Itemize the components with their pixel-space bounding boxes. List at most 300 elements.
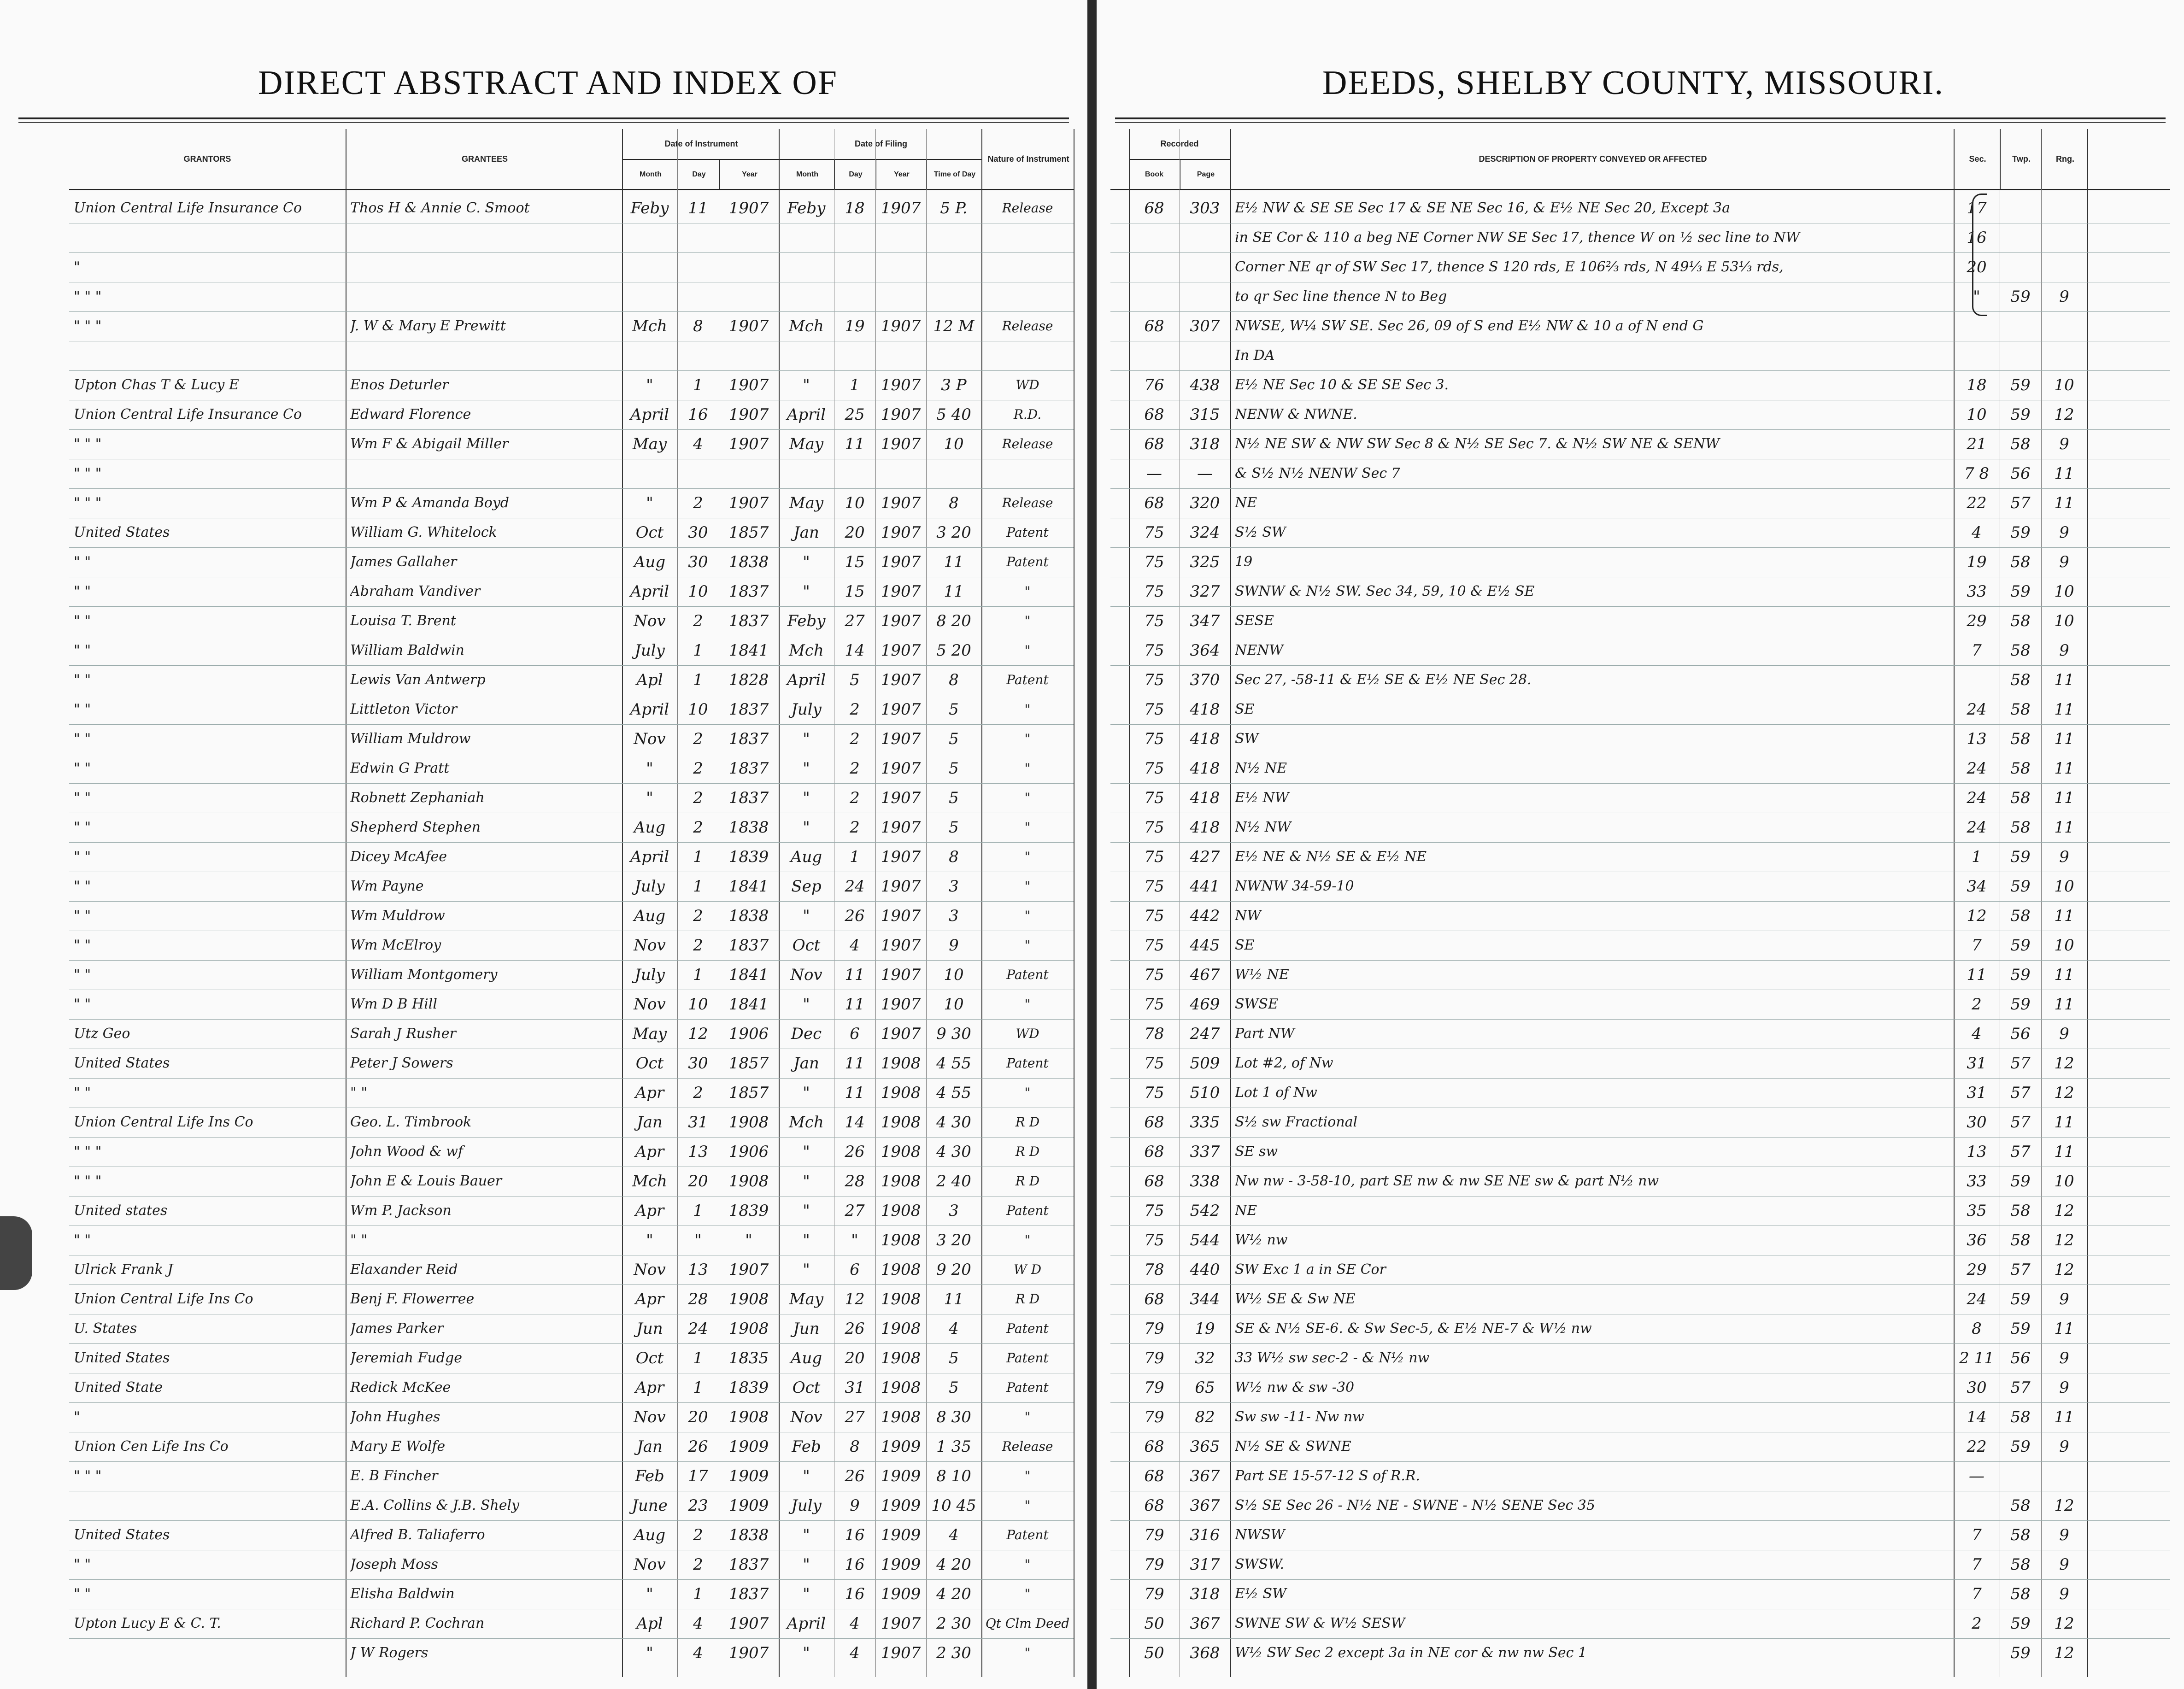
ledger-row [69, 1343, 1074, 1373]
grantee-cell: Wm P. Jackson [350, 1202, 452, 1219]
description-cell: W½ nw [1235, 1232, 1288, 1248]
grantee-cell: Wm D B Hill [350, 996, 437, 1012]
sec-cell: 2 11 [1959, 1349, 1994, 1367]
filing-day-cell [836, 341, 873, 370]
page-cell: 82 [1195, 1408, 1215, 1426]
description-cell: Nw nw - 3-58-10, part SE nw & nw SE NE sw & part N½ nw [1235, 1173, 1659, 1189]
header-grantees: GRANTEES [346, 129, 623, 189]
time-of-day-cell: 11 [944, 582, 964, 601]
description-cell: NENW [1235, 642, 1284, 658]
filing-year-cell: 1908 [881, 1378, 921, 1397]
ledger-row [1110, 429, 2170, 459]
rng-cell: 9 [2059, 1290, 2069, 1308]
instrument-year-cell [721, 341, 776, 370]
time-of-day-cell: 8 [949, 848, 959, 866]
book-cell: 75 [1144, 966, 1164, 984]
sec-cell: 7 [1972, 1585, 1982, 1603]
description-cell: Part NW [1235, 1026, 1295, 1042]
time-of-day-cell: 5 20 [936, 641, 971, 660]
description-cell: in SE Cor & 110 a beg NE Corner NW SE Sec 17, thence W on ½ sec line to NW [1235, 229, 1800, 246]
instrument-month-cell: Aug [634, 553, 666, 571]
book-cell: 76 [1144, 376, 1164, 394]
twp-cell: 59 [2010, 405, 2031, 424]
filing-month-cell: Mch [789, 1113, 824, 1132]
nature-cell: " [1024, 820, 1031, 835]
grantee-cell: E. B Fincher [350, 1468, 438, 1484]
filing-month-cell: " [803, 730, 810, 748]
grantee-cell: Elaxander Reid [350, 1261, 458, 1278]
ledger-row [69, 341, 1074, 371]
ledger-row [69, 577, 1074, 607]
filing-month-cell: " [803, 995, 810, 1014]
twp-cell: 57 [2010, 494, 2031, 512]
description-cell: NENW & NWNE. [1235, 406, 1357, 422]
instrument-day-cell: 2 [693, 1084, 703, 1102]
sec-cell: 20 [1967, 258, 1987, 276]
ledger-row [1110, 872, 2170, 902]
nature-cell: " [1024, 731, 1031, 746]
ledger-row [1110, 783, 2170, 813]
nature-cell: Patent [1006, 1380, 1049, 1395]
time-of-day-cell: 8 10 [936, 1467, 971, 1485]
grantee-cell [350, 459, 622, 488]
instrument-year-cell [721, 459, 776, 488]
grantee-cell: John Hughes [350, 1409, 440, 1425]
twp-cell: 57 [2010, 1378, 2031, 1397]
filing-month-cell: " [803, 1084, 810, 1102]
page-cell: 418 [1190, 818, 1220, 837]
description-cell: SWSE [1235, 996, 1278, 1012]
book-cell: 75 [1144, 730, 1164, 748]
grantee-cell: Edwin G Pratt [350, 760, 450, 776]
page-cell: 418 [1190, 730, 1220, 748]
header-filing-month: Month [779, 159, 835, 190]
page-cell: 247 [1190, 1025, 1220, 1043]
time-of-day-cell: 3 [949, 1202, 959, 1220]
instrument-year-cell: 1837 [728, 1585, 769, 1603]
page-cell [1182, 252, 1228, 282]
ledger-row [1110, 1137, 2170, 1167]
ledger-row [1110, 194, 2170, 223]
sec-cell [1956, 341, 1997, 370]
ledger-row [1110, 1343, 2170, 1373]
instrument-day-cell: 1 [693, 376, 703, 394]
nature-cell: " [1024, 790, 1031, 805]
ledger-row [69, 1078, 1074, 1108]
book-cell: 75 [1144, 700, 1164, 719]
rng-cell: 11 [2054, 995, 2074, 1014]
page-cell [1182, 341, 1228, 370]
twp-cell: 59 [2010, 936, 2031, 955]
sec-cell: 16 [1967, 229, 1987, 247]
left-page [0, 0, 1087, 1689]
header-nature-of-instrument: Nature of Instrument [981, 129, 1074, 189]
instrument-year-cell: 1837 [728, 759, 769, 778]
time-of-day-cell: 8 [949, 671, 959, 689]
instrument-day-cell: 4 [693, 1614, 703, 1633]
rng-cell: 12 [2054, 1202, 2074, 1220]
page-cell: 365 [1190, 1437, 1220, 1456]
ledger-row [1110, 606, 2170, 636]
time-of-day-cell: 11 [944, 553, 964, 571]
sec-cell: 30 [1967, 1378, 1987, 1397]
grantor-cell [74, 341, 346, 370]
ledger-row [69, 1167, 1074, 1196]
instrument-year-cell: 1907 [728, 1644, 769, 1662]
grantee-cell: Wm P & Amanda Boyd [350, 495, 509, 511]
time-of-day-cell: 11 [944, 1290, 964, 1308]
grantor-cell: " " [74, 790, 91, 806]
sec-cell: 11 [1967, 966, 1987, 984]
page-cell [1182, 282, 1228, 311]
instrument-month-cell: June [632, 1496, 668, 1515]
rng-cell: 11 [2054, 494, 2074, 512]
rng-cell: 10 [2054, 612, 2074, 630]
ledger-row [69, 1609, 1074, 1639]
filing-year-cell: 1908 [881, 1290, 921, 1308]
time-of-day-cell: 4 20 [936, 1585, 971, 1603]
time-of-day-cell: 4 20 [936, 1555, 971, 1574]
rng-cell: 9 [2059, 1555, 2069, 1574]
grantor-cell: " " [74, 908, 91, 924]
ledger-row [1110, 1373, 2170, 1403]
twp-cell: 58 [2010, 1555, 2031, 1574]
page-cell: 440 [1190, 1261, 1220, 1279]
nature-cell [984, 282, 1071, 311]
instrument-year-cell: 1906 [728, 1025, 769, 1043]
filing-day-cell: 15 [845, 582, 865, 601]
page-cell: 509 [1190, 1054, 1220, 1073]
grantor-cell: Ulrick Frank J [74, 1261, 173, 1278]
instrument-day-cell: 4 [693, 435, 703, 453]
nature-cell: R D [1015, 1144, 1040, 1159]
description-cell: 33 W½ sw sec-2 - & N½ nw [1235, 1350, 1430, 1366]
description-cell: W½ nw & sw -30 [1235, 1379, 1355, 1396]
filing-year-cell: 1907 [881, 671, 921, 689]
book-cell: 68 [1144, 1437, 1164, 1456]
description-cell: W½ NE [1235, 967, 1289, 983]
filing-month-cell: Oct [792, 1378, 821, 1397]
instrument-month-cell: Nov [634, 995, 666, 1014]
grantor-cell: " " [74, 583, 91, 599]
instrument-day-cell: 1 [693, 848, 703, 866]
sec-cell: 36 [1967, 1231, 1987, 1249]
twp-cell: 59 [2010, 1172, 2031, 1191]
rng-cell: 9 [2059, 523, 2069, 542]
page-cell: 418 [1190, 789, 1220, 807]
sec-cell: 4 [1972, 523, 1982, 542]
instrument-day-cell: 8 [693, 317, 703, 335]
ledger-row [69, 311, 1074, 341]
ledger-row [69, 1196, 1074, 1226]
page-cell: 367 [1190, 1614, 1220, 1633]
grantee-cell: J W Rogers [350, 1645, 429, 1661]
filing-month-cell: " [803, 1526, 810, 1544]
filing-month-cell: " [803, 818, 810, 837]
page-cell: 418 [1190, 759, 1220, 778]
ledger-row [1110, 1461, 2170, 1491]
nature-cell: Release [1002, 1439, 1053, 1454]
filing-month-cell: July [791, 700, 822, 719]
sec-cell: 7 [1972, 1555, 1982, 1574]
page-cell: 316 [1190, 1526, 1220, 1544]
instrument-day-cell: 2 [693, 907, 703, 925]
twp-cell: 59 [2010, 877, 2031, 896]
twp-cell: 57 [2010, 1143, 2031, 1161]
filing-year-cell: 1908 [881, 1054, 921, 1073]
header-rng: Rng. [2041, 129, 2088, 189]
filing-day-cell [836, 459, 873, 488]
description-cell: E½ NW [1235, 790, 1289, 806]
grantor-cell: " " [74, 849, 91, 865]
page-cell: 338 [1190, 1172, 1220, 1191]
grantor-cell: United States [74, 1350, 170, 1366]
nature-cell: R D [1015, 1114, 1040, 1130]
instrument-day-cell [680, 223, 716, 252]
time-of-day-cell: 8 30 [936, 1408, 971, 1426]
book-cell: 75 [1144, 671, 1164, 689]
instrument-year-cell: 1838 [728, 553, 769, 571]
grantee-cell: J. W & Mary E Prewitt [350, 318, 506, 334]
book-cell: 68 [1144, 199, 1164, 217]
description-cell: E½ NE Sec 10 & SE SE Sec 3. [1235, 377, 1449, 393]
page-cell: 367 [1190, 1496, 1220, 1515]
right-column-header-band [1110, 129, 2170, 190]
book-cell: 75 [1144, 582, 1164, 601]
filing-day-cell: 11 [845, 1054, 865, 1073]
grantor-cell [74, 1491, 346, 1520]
book-cell: 50 [1144, 1614, 1164, 1633]
nature-cell: Release [1002, 318, 1053, 334]
ledger-row [1110, 695, 2170, 725]
instrument-year-cell: 1907 [728, 376, 769, 394]
instrument-year-cell: " [745, 1231, 752, 1249]
ledger-row [69, 1579, 1074, 1609]
instrument-month-cell: Apr [635, 1143, 664, 1161]
ledger-row [69, 901, 1074, 931]
filing-year-cell: 1907 [881, 1644, 921, 1662]
instrument-day-cell: 10 [688, 995, 708, 1014]
rng-cell: 12 [2054, 1084, 2074, 1102]
filing-year-cell: 1907 [881, 730, 921, 748]
filing-month-cell: Dec [791, 1025, 822, 1043]
grantor-cell: United States [74, 1527, 170, 1543]
grantor-cell: " " [74, 642, 91, 658]
ledger-row [1110, 813, 2170, 843]
time-of-day-cell: 9 [949, 936, 959, 955]
ledger-row [69, 1461, 1074, 1491]
grantor-cell: " " [74, 731, 91, 747]
grantor-cell: United states [74, 1202, 168, 1219]
book-cell: 68 [1144, 1143, 1164, 1161]
description-cell: NWSW [1235, 1527, 1285, 1543]
filing-day-cell: 31 [845, 1378, 865, 1397]
grantor-cell: " " [74, 554, 91, 570]
time-of-day-cell [928, 252, 979, 282]
twp-cell: 58 [2010, 907, 2031, 925]
grantee-cell: William Muldrow [350, 731, 471, 747]
filing-month-cell: " [803, 582, 810, 601]
ledger-row [1110, 1609, 2170, 1639]
page-cell: 318 [1190, 435, 1220, 453]
nature-cell: " [1024, 997, 1031, 1012]
twp-cell: 58 [2010, 700, 2031, 719]
twp-cell: 59 [2010, 582, 2031, 601]
grantor-cell: Union Cen Life Ins Co [74, 1438, 229, 1454]
instrument-year-cell: 1907 [728, 317, 769, 335]
instrument-year-cell: 1907 [728, 1261, 769, 1279]
instrument-month-cell: Jan [637, 1113, 663, 1132]
nature-cell: WD [1016, 1026, 1039, 1041]
instrument-day-cell: 10 [688, 700, 708, 719]
grantor-cell: " " [74, 1586, 91, 1602]
time-of-day-cell: 5 [949, 700, 959, 719]
page-cell: 544 [1190, 1231, 1220, 1249]
time-of-day-cell: 2 30 [936, 1644, 971, 1662]
instrument-month-cell: Feb [635, 1467, 664, 1485]
left-page-title: DIRECT ABSTRACT AND INDEX OF [258, 64, 838, 102]
twp-cell: 57 [2010, 1113, 2031, 1132]
instrument-year-cell: 1839 [728, 1378, 769, 1397]
book-cell: 75 [1144, 789, 1164, 807]
grantor-cell: Utz Geo [74, 1026, 130, 1042]
instrument-day-cell: 26 [688, 1437, 708, 1456]
book-cell: 50 [1144, 1644, 1164, 1662]
nature-cell: Patent [1006, 1203, 1049, 1218]
ledger-row [69, 960, 1074, 990]
page-cell: 368 [1190, 1644, 1220, 1662]
book-cell: 68 [1144, 1172, 1164, 1191]
rng-cell: 12 [2054, 1054, 2074, 1073]
filing-month-cell: April [787, 1614, 826, 1633]
rng-cell: 10 [2054, 1172, 2074, 1191]
book-cell: 68 [1144, 494, 1164, 512]
twp-cell: 59 [2010, 1437, 2031, 1456]
filing-year-cell: 1909 [881, 1526, 921, 1544]
grantor-cell: " " [74, 701, 91, 717]
page-cell: 427 [1190, 848, 1220, 866]
instrument-day-cell: 17 [688, 1467, 708, 1485]
nature-cell: " [1024, 1409, 1031, 1425]
instrument-day-cell: 31 [688, 1113, 708, 1132]
time-of-day-cell: 4 55 [936, 1054, 971, 1073]
sec-cell: 7 8 [1964, 464, 1990, 483]
filing-year-cell: 1908 [881, 1349, 921, 1367]
twp-cell: 57 [2010, 1261, 2031, 1279]
nature-cell: Release [1002, 200, 1053, 216]
ledger-row [1110, 636, 2170, 666]
filing-year-cell [878, 223, 924, 252]
filing-day-cell [836, 223, 873, 252]
filing-year-cell: 1907 [881, 435, 921, 453]
instrument-month-cell: Aug [634, 907, 666, 925]
twp-cell: 58 [2010, 730, 2031, 748]
instrument-day-cell: 1 [693, 1202, 703, 1220]
book-cell: 78 [1144, 1261, 1164, 1279]
book-cell: 75 [1144, 1231, 1164, 1249]
nature-cell: " [1024, 702, 1031, 717]
time-of-day-cell: 5 [949, 1378, 959, 1397]
grantor-cell: " " " [74, 436, 102, 452]
rng-cell: 11 [2054, 1320, 2074, 1338]
twp-cell: 58 [2010, 1408, 2031, 1426]
rng-cell [2043, 252, 2085, 282]
instrument-day-cell: 30 [688, 523, 708, 542]
header-twp: Twp. [2000, 129, 2042, 189]
instrument-month-cell [624, 223, 675, 252]
header-recorded: Recorded [1160, 139, 1199, 149]
time-of-day-cell: 10 [944, 966, 964, 984]
instrument-month-cell [624, 252, 675, 282]
filing-day-cell: 27 [845, 1202, 865, 1220]
ledger-row [69, 488, 1074, 518]
instrument-year-cell: 1907 [728, 494, 769, 512]
time-of-day-cell: 2 40 [936, 1172, 971, 1191]
twp-cell: 59 [2010, 287, 2031, 306]
filing-month-cell: Feby [787, 199, 826, 217]
instrument-month-cell: Aug [634, 1526, 666, 1544]
filing-year-cell: 1907 [881, 553, 921, 571]
filing-month-cell: " [803, 1231, 810, 1249]
filing-month-cell: Aug [790, 1349, 822, 1367]
instrument-year-cell: 1907 [728, 199, 769, 217]
instrument-month-cell: Aug [634, 818, 666, 837]
page-cell: 445 [1190, 936, 1220, 955]
ledger-row [1110, 223, 2170, 253]
ledger-row [69, 813, 1074, 843]
filing-year-cell: 1907 [881, 966, 921, 984]
filing-day-cell: 11 [845, 995, 865, 1014]
book-cell [1131, 252, 1177, 282]
ledger-row [69, 990, 1074, 1020]
filing-day-cell: 8 [850, 1437, 860, 1456]
instrument-day-cell [680, 282, 716, 311]
book-cell [1131, 223, 1177, 252]
twp-cell: 56 [2010, 1025, 2031, 1043]
ledger-row [69, 223, 1074, 253]
filing-day-cell: 26 [845, 1467, 865, 1485]
filing-day-cell: 11 [845, 1084, 865, 1102]
instrument-month-cell: Nov [634, 730, 666, 748]
grantor-cell: " [74, 1409, 80, 1425]
description-cell: Sec 27, -58-11 & E½ SE & E½ NE Sec 28. [1235, 672, 1532, 688]
description-cell: SE sw [1235, 1144, 1278, 1160]
right-entries [1110, 194, 2170, 1677]
rng-cell: 11 [2054, 759, 2074, 778]
title-rule [1115, 117, 2166, 119]
page-cell: 65 [1195, 1378, 1215, 1397]
grantee-cell: Wm McElroy [350, 937, 441, 953]
instrument-year-cell: 1857 [728, 523, 769, 542]
sec-cell: 31 [1967, 1054, 1987, 1073]
nature-cell [984, 459, 1071, 488]
time-of-day-cell [928, 459, 979, 488]
filing-year-cell [878, 341, 924, 370]
page-cell: 303 [1190, 199, 1220, 217]
title-rule-secondary [18, 122, 1069, 123]
filing-year-cell: 1907 [881, 759, 921, 778]
description-cell: W½ SW Sec 2 except 3a in NE cor & nw nw Sec 1 [1235, 1645, 1587, 1661]
instrument-day-cell: 24 [688, 1320, 708, 1338]
instrument-year-cell: 1857 [728, 1084, 769, 1102]
grantor-cell: " " " [74, 495, 102, 511]
filing-day-cell: 20 [845, 1349, 865, 1367]
instrument-year-cell: 1907 [728, 405, 769, 424]
grantor-cell: U. States [74, 1320, 137, 1337]
book-cell: — [1146, 464, 1162, 483]
page-cell: 370 [1190, 671, 1220, 689]
twp-cell: 58 [2010, 1231, 2031, 1249]
